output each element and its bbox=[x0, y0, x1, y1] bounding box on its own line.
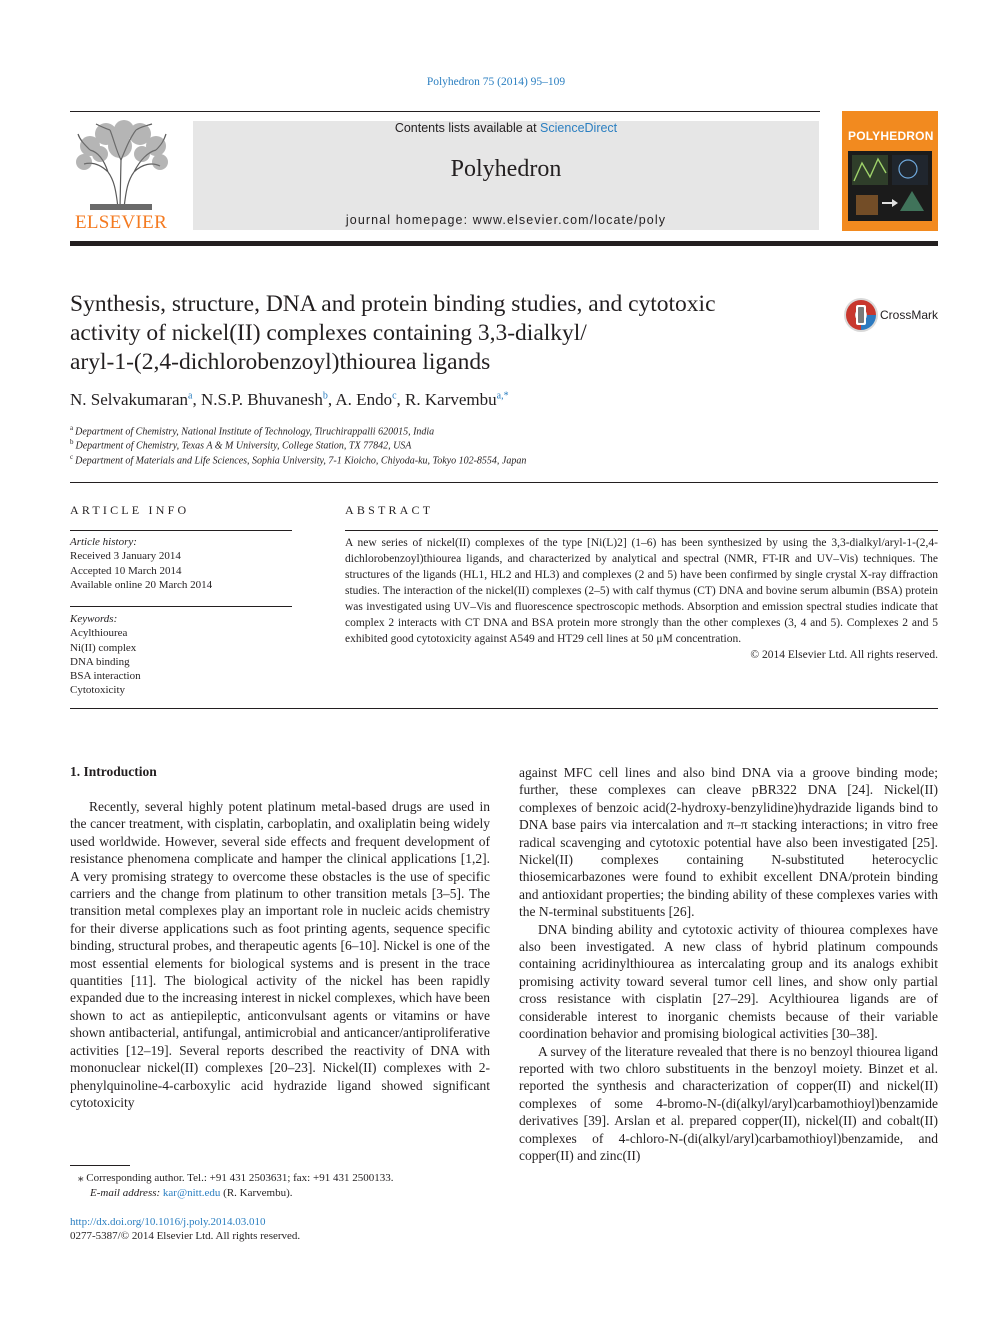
crossmark-label[interactable]: CrossMark bbox=[880, 308, 939, 322]
affiliation-text: Department of Chemistry, National Institute of Technology, Tiruchirappalli 620015, India bbox=[75, 426, 435, 438]
article-info-divider bbox=[70, 530, 292, 531]
abstract-divider bbox=[345, 530, 938, 531]
article-info-divider bbox=[70, 606, 292, 607]
keyword: Acylthiourea bbox=[70, 627, 128, 640]
title-line: activity of nickel(II) complexes containing 3,3-dialkyl/ bbox=[70, 320, 587, 346]
history-received: Received 3 January 2014 bbox=[70, 550, 181, 563]
elsevier-wordmark: ELSEVIER bbox=[74, 212, 168, 233]
affiliation-marker: b bbox=[70, 438, 74, 446]
body-paragraph: Recently, several highly potent platinum metal-based drugs are used in the cancer treatment, with cisplatin, carboplatin, and oxaliplatin being widely used worldwide. However, several side effects and frequent development of resistance phenomena complicate and hamper the clinical applications [1,2]. A very promising strategy to overcome these obstacles is the use of specific carriers and the change from platinum to other transition metals [3–5]. The transition metal complexes play an important role in nucleic acids chemistry for their diverse applications such as foot printing agents, sequence specific binding, structural probes, and therapeutic agents [6–10]. Nickel is one of the most essential elements for biological systems and is present in the trace quantities [11]. The biological activity of the nickel has been rapidly expanded due to the increasing interest in nickel complexes, which have been shown to act as antiepileptic, anticonvulsant agents or vitamins or have shown antibacterial, antifungal, antimicrobial and anticancer/antiproliferative activities [12–19]. Several reports described the reactivity of DNA with mononuclear nickel(II) complexes [20–23]. Nickel(II) complexes with 2-phenylquinoline-4-carboxylic acid hydrazide ligand showed significant cytotoxicity bbox=[70, 799, 490, 1110]
affiliation-marker: c bbox=[70, 453, 74, 461]
keyword: DNA binding bbox=[70, 655, 130, 668]
keywords-label: Keywords: bbox=[70, 613, 118, 625]
affiliation bbox=[70, 453, 526, 466]
keyword: Ni(II) complex bbox=[70, 641, 137, 654]
homepage-prefix: journal homepage: bbox=[345, 213, 473, 227]
sciencedirect-link[interactable]: ScienceDirect bbox=[540, 121, 618, 135]
journal-cover-thumbnail bbox=[842, 111, 938, 231]
article-history bbox=[70, 535, 212, 592]
article-title bbox=[70, 290, 810, 377]
author-list: N. Selvakumaran$^a$, N.S.P. Bhuvanesh$^b$, A. Endo$^c$, R. Karvembu$^{a,*}$ bbox=[70, 390, 509, 409]
journal-homepage-line bbox=[193, 213, 819, 227]
email-label: E-mail address: bbox=[90, 1187, 163, 1199]
email-suffix: (R. Karvembu). bbox=[220, 1187, 293, 1199]
body-paragraph: DNA binding ability and cytotoxic activity of thiourea complexes have also been investigated. A new class of hybrid platinum compounds containing acridinylthiourea as intercalating group and its analogs exhibit promising activity toward several tumor cell lines, and show only partial cross resistance with cisplatin [27–29]. Acylthiourea ligands are of considerable interest to inorganic chemists because of their variable coordination behavior and promising biological activities [30–38]. bbox=[519, 921, 938, 1042]
history-accepted: Accepted 10 March 2014 bbox=[70, 564, 182, 577]
crossmark-icon[interactable] bbox=[843, 297, 879, 333]
email-note bbox=[90, 1187, 293, 1199]
affiliation-text: Department of Materials and Life Sciences, Sophia University, 7-1 Kioicho, Chiyoda-ku, Tokyo 102-8554, Japan bbox=[75, 455, 527, 467]
author-name[interactable]: N.S.P. Bhuvanesh bbox=[200, 390, 323, 409]
doi-link[interactable]: http://dx.doi.org/10.1016/j.poly.2014.03.010 bbox=[70, 1216, 266, 1228]
keywords bbox=[70, 612, 141, 698]
author-affiliation-marker[interactable]: a bbox=[188, 390, 193, 402]
history-label: Article history: bbox=[70, 536, 137, 548]
abstract-heading: ABSTRACT bbox=[345, 503, 434, 517]
body-paragraph: A survey of the literature revealed that there is no benzoyl thiourea ligand reported with two chloro substituents in the benzoyl moiety. Binzet et al. reported the synthesis and characterization of copper(II) and nickel(II) complexes of some 4-bromo-N-(di(alkyl/aryl)carbamothioyl)benzamide derivatives [39]. Arslan et al. prepared copper(II), nickel(II) and cobalt(II) complexes of 4-chloro-N-(di(alkyl/aryl)carbamothioyl)benzamide, and copper(II) and zinc(II) bbox=[519, 1043, 938, 1163]
abstract bbox=[345, 535, 938, 663]
author-affiliation-marker[interactable]: b bbox=[322, 390, 328, 402]
abstract-body: A new series of nickel(II) complexes of the type [Ni(L)2] (1–6) has been synthesized by using the 3,3-dialkyl/aryl-1-(2,4-dichlorobenzoyl)thiourea ligands, and characterized by analytical and spectral (NMR, FT-IR and UV–Vis) techniques. The structures of the ligands (HL1, HL2 and HL3) and complexes (2 and 5) have been confirmed by single crystal X-ray diffraction studies. The interaction of the nickel(II) complexes (2–5) with calf thymus (CT) DNA and bovine serum albumin (BSA) protein was investigated using UV–Vis and fluorescence spectroscopic methods. Absorption and emission spectral studies indicate that complex 2 interacts with CT DNA and BSA protein more strongly than the other complexes (3, 4 and 5). Complexes 2 and 5 exhibited good cytotoxicity against A549 and HT29 cell lines at 50 μM concentration. bbox=[345, 537, 938, 645]
affiliation-marker: a bbox=[70, 424, 74, 432]
cover-title: POLYHEDRON bbox=[848, 129, 934, 143]
body-left-column bbox=[70, 798, 490, 1111]
author-affiliation-marker[interactable]: a,* bbox=[496, 390, 509, 402]
contents-availability-line bbox=[193, 121, 819, 135]
header-thick-divider bbox=[70, 241, 938, 246]
corresponding-author-note: ⁎ Corresponding author. Tel.: +91 431 2503631; fax: +91 431 2500133. bbox=[78, 1172, 394, 1184]
author-name[interactable]: A. Endo bbox=[335, 390, 393, 409]
body-right-column bbox=[519, 764, 938, 1164]
journal-name: Polyhedron bbox=[450, 156, 562, 182]
contents-prefix: Contents lists available at bbox=[394, 121, 541, 135]
header-divider bbox=[70, 111, 820, 112]
author-name[interactable]: N. Selvakumaran bbox=[70, 390, 189, 409]
history-online: Available online 20 March 2014 bbox=[70, 578, 213, 591]
keyword: BSA interaction bbox=[70, 670, 141, 683]
affiliation bbox=[70, 424, 434, 437]
keyword: Cytotoxicity bbox=[70, 684, 125, 697]
article-info-heading: ARTICLE INFO bbox=[70, 503, 190, 517]
homepage-url[interactable]: www.elsevier.com/locate/poly bbox=[472, 213, 667, 227]
cover-artwork bbox=[848, 151, 932, 221]
title-line: aryl-1-(2,4-dichlorobenzoyl)thiourea ligands bbox=[70, 349, 491, 375]
email-link[interactable]: kar@nitt.edu bbox=[162, 1187, 221, 1199]
body-paragraph: against MFC cell lines and also bind DNA via a groove binding mode; further, these complexes can cleave pBR322 DNA [24]. Nickel(II) complexes of benzoic acid(2-hydroxy-benzylidine)hydrazide ligands bind to DNA base pairs via intercalation and π–π stacking interactions; in vitro free radical scavenging and cytotoxic potential have also been investigated [25]. Nickel(II) complexes containing N-substituted heterocyclic thiosemicarbazones were found to exhibit excellent DNA/protein binding and antioxidant properties; the binding ability of these complexes varies with the N-terminal substituents [26]. bbox=[519, 765, 938, 920]
author-name[interactable]: R. Karvembu bbox=[405, 390, 497, 409]
footnote-divider bbox=[70, 1165, 130, 1166]
issn-copyright: 0277-5387/© 2014 Elsevier Ltd. All rights reserved. bbox=[70, 1230, 301, 1242]
title-line: Synthesis, structure, DNA and protein binding studies, and cytotoxic bbox=[70, 291, 716, 317]
introduction-heading: 1. Introduction bbox=[70, 764, 157, 779]
journal-citation[interactable]: Polyhedron 75 (2014) 95–109 bbox=[426, 76, 566, 88]
section-divider bbox=[70, 482, 938, 483]
affiliation bbox=[70, 438, 411, 451]
affiliation-text: Department of Chemistry, Texas A & M University, College Station, TX 77842, USA bbox=[75, 440, 412, 452]
abstract-copyright: © 2014 Elsevier Ltd. All rights reserved. bbox=[750, 649, 938, 661]
author-affiliation-marker[interactable]: c bbox=[392, 390, 397, 402]
section-divider bbox=[70, 708, 938, 709]
